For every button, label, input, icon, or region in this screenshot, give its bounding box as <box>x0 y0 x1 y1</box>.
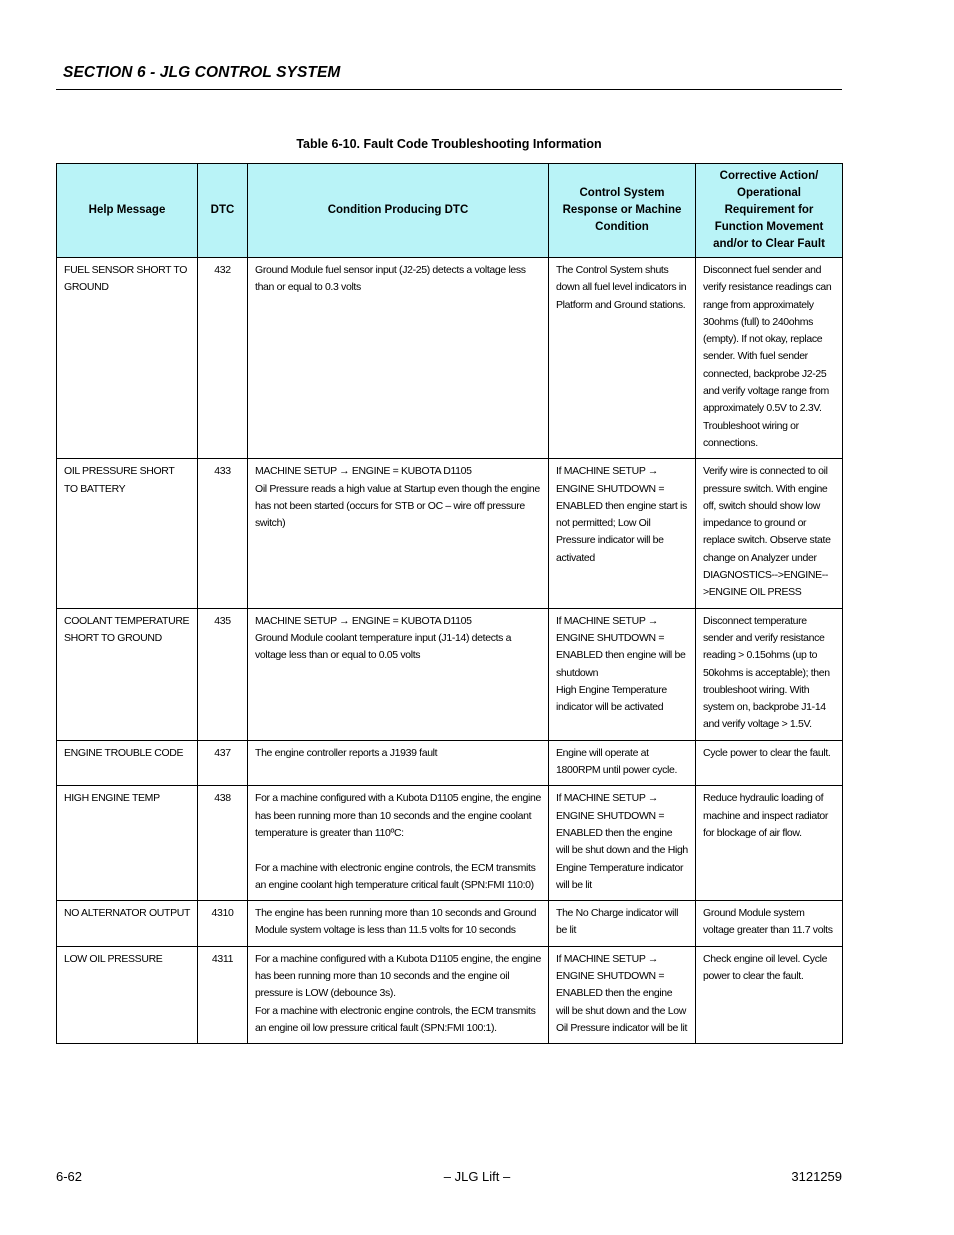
cell-paragraph: For a machine with electronic engine controls, the ECM transmits an engine oil low pressure critical fault (SPN:FMI 100:1). <box>255 1004 536 1034</box>
cell-paragraph: Engine will operate at 1800RPM until power cycle. <box>556 746 678 777</box>
corrective-action-cell <box>696 740 843 786</box>
condition-cell <box>248 459 549 608</box>
column-header-condition: Condition Producing DTC <box>248 164 549 258</box>
cell-paragraph: MACHINE SETUP → ENGINE = KUBOTA D1105 <box>255 614 472 627</box>
help-message-cell: NO ALTERNATOR OUTPUT <box>57 901 198 947</box>
response-cell <box>549 459 696 608</box>
help-message-cell: HIGH ENGINE TEMP <box>57 786 198 901</box>
corrective-action-cell <box>696 946 843 1043</box>
cell-paragraph: If MACHINE SETUP → ENGINE SHUTDOWN = ENABLED then engine will be shutdown <box>556 614 686 679</box>
cell-paragraph: Disconnect fuel sender and verify resistance readings can range from approximately 30ohms (full) to 240ohms (empty). If not okay, replace sender. With fuel sender connected, backprobe J2-25 and verify voltage range from approximately 0.5V to 2.3V. Troubleshoot wiring or connections. <box>703 264 832 449</box>
cell-paragraph: Cycle power to clear the fault. <box>703 746 831 759</box>
table-row <box>57 459 843 608</box>
response-cell <box>549 258 696 459</box>
response-cell <box>549 946 696 1043</box>
header-rule <box>56 89 842 90</box>
column-header-corrective-action: Corrective Action/ Operational Requirement for Function Movement and/or to Clear Fault <box>696 164 843 258</box>
table-row <box>57 740 843 786</box>
cell-paragraph: The No Charge indicator will be lit <box>556 907 679 937</box>
corrective-action-cell <box>696 258 843 459</box>
cell-paragraph: MACHINE SETUP → ENGINE = KUBOTA D1105 <box>255 465 472 478</box>
fault-code-table <box>56 163 843 1044</box>
dtc-cell: 433 <box>198 459 248 608</box>
cell-paragraph: High Engine Temperature indicator will be activated <box>556 683 667 714</box>
document-number: 3121259 <box>791 1169 842 1184</box>
table-body <box>57 258 843 1044</box>
table-row <box>57 901 843 947</box>
response-cell <box>549 608 696 740</box>
corrective-action-cell <box>696 459 843 608</box>
table-title: Table 6-10. Fault Code Troubleshooting Information <box>296 137 602 151</box>
table-row <box>57 946 843 1043</box>
table-row <box>57 258 843 459</box>
condition-cell <box>248 786 549 901</box>
cell-paragraph: Disconnect temperature sender and verify resistance reading > 0.15ohms (up to 50kohms is acceptable); then troubleshoot wiring. With system on, backprobe J1-14 and verify voltage > 1.5V. <box>703 614 830 731</box>
column-header-dtc: DTC <box>198 164 248 258</box>
cell-paragraph: If MACHINE SETUP → ENGINE SHUTDOWN = ENABLED then the engine will be shut down and the Low Oil Pressure indicator will be lit <box>556 952 688 1034</box>
dtc-cell: 432 <box>198 258 248 459</box>
cell-paragraph: Ground Module fuel sensor input (J2-25) detects a voltage less than or equal to 0.3 volts <box>255 264 526 294</box>
page-number: 6-62 <box>56 1169 83 1184</box>
response-cell <box>549 786 696 901</box>
dtc-cell: 438 <box>198 786 248 901</box>
cell-paragraph: Check engine oil level. Cycle power to clear the fault. <box>703 952 828 982</box>
cell-paragraph: Verify wire is connected to oil pressure switch. With engine off, switch should show low impedance to ground or replace switch. Observe state change on Analyzer under DIAGNOSTICS-->ENGINE-->ENGINE OIL PRESS <box>703 465 831 599</box>
corrective-action-cell <box>696 608 843 740</box>
cell-paragraph: For a machine configured with a Kubota D1105 engine, the engine has been running more than 10 seconds and the engine oil pressure is LOW (debounce 3s). <box>255 952 541 1000</box>
table-row <box>57 786 843 901</box>
column-header-help-message: Help Message <box>57 164 198 258</box>
help-message-cell: COOLANT TEMPERATURE SHORT TO GROUND <box>57 608 198 740</box>
help-message-cell: OIL PRESSURE SHORT TO BATTERY <box>57 459 198 608</box>
table-row <box>57 608 843 740</box>
cell-paragraph: Oil Pressure reads a high value at Startup even though the engine has not been started (occurs for STB or OC – wire off pressure switch) <box>255 482 540 530</box>
condition-cell <box>248 946 549 1043</box>
cell-paragraph: For a machine configured with a Kubota D1105 engine, the engine has been running more than 10 seconds and the engine coolant temperature is greater than 110ºC: <box>255 792 541 839</box>
help-message-cell: FUEL SENSOR SHORT TO GROUND <box>57 258 198 459</box>
cell-paragraph: If MACHINE SETUP → ENGINE SHUTDOWN = ENABLED then engine start is not permitted; Low Oil Pressure indicator will be activated <box>556 465 687 564</box>
cell-paragraph: Ground Module coolant temperature input (J1-14) detects a voltage less than or equal to 0.05 volts <box>255 631 512 662</box>
footer-brand: – JLG Lift – <box>443 1169 511 1184</box>
cell-paragraph: The Control System shuts down all fuel level indicators in Platform and Ground stations. <box>556 264 687 311</box>
condition-cell <box>248 258 549 459</box>
dtc-cell: 4310 <box>198 901 248 947</box>
help-message-cell: LOW OIL PRESSURE <box>57 946 198 1043</box>
column-header-response: Control System Response or Machine Condition <box>549 164 696 258</box>
response-cell <box>549 901 696 947</box>
cell-paragraph <box>255 842 541 859</box>
condition-cell <box>248 608 549 740</box>
dtc-cell: 4311 <box>198 946 248 1043</box>
corrective-action-cell <box>696 901 843 947</box>
response-cell <box>549 740 696 786</box>
dtc-cell: 437 <box>198 740 248 786</box>
cell-paragraph: The engine controller reports a J1939 fault <box>255 746 438 759</box>
condition-cell <box>248 901 549 947</box>
condition-cell <box>248 740 549 786</box>
table-header-row <box>57 164 843 258</box>
dtc-cell: 435 <box>198 608 248 740</box>
cell-paragraph: If MACHINE SETUP → ENGINE SHUTDOWN = ENABLED then the engine will be shut down and the High Engine Temperature indicator will be lit <box>556 792 688 891</box>
section-title: SECTION 6 - JLG CONTROL SYSTEM <box>63 64 341 81</box>
cell-paragraph: The engine has been running more than 10 seconds and Ground Module system voltage is less than 11.5 volts for 10 seconds <box>255 907 537 937</box>
cell-paragraph: Ground Module system voltage greater than 11.7 volts <box>703 907 833 937</box>
cell-paragraph: Reduce hydraulic loading of machine and inspect radiator for blockage of air flow. <box>703 792 829 839</box>
cell-paragraph: For a machine with electronic engine controls, the ECM transmits an engine coolant high temperature critical fault (SPN:FMI 110:0) <box>255 861 536 891</box>
corrective-action-cell <box>696 786 843 901</box>
help-message-cell: ENGINE TROUBLE CODE <box>57 740 198 786</box>
